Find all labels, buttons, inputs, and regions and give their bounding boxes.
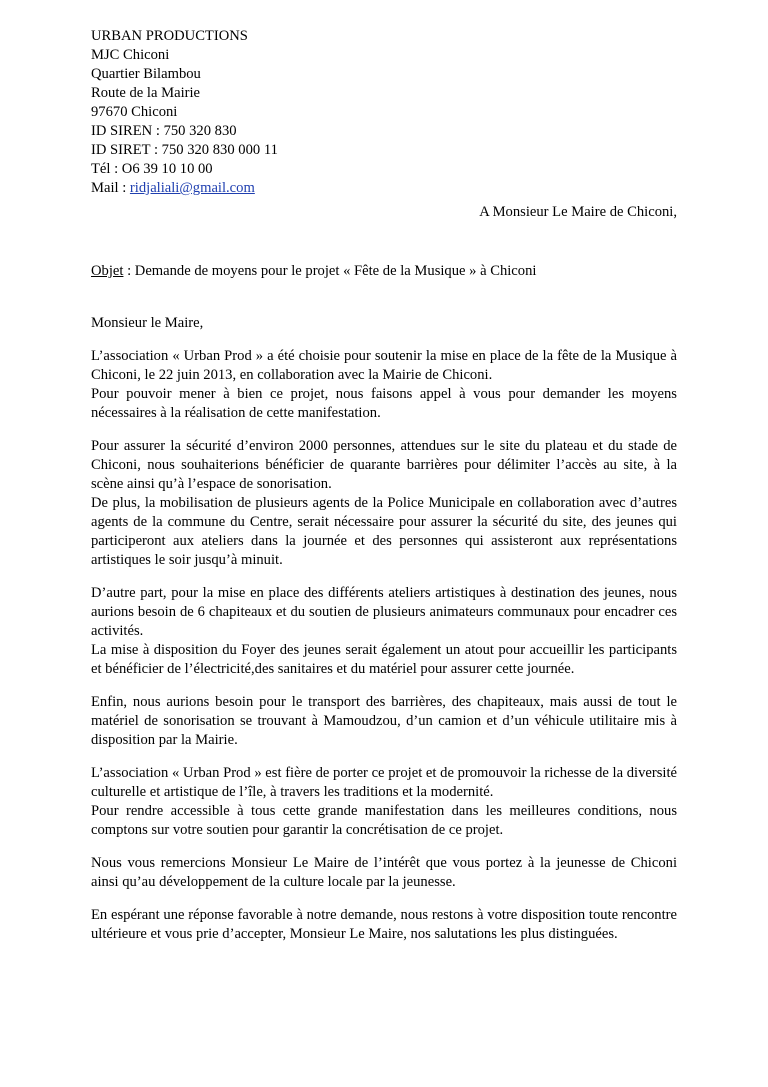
sender-line: Tél : O6 39 10 10 00 [91, 161, 213, 177]
paragraph-block [91, 854, 677, 892]
paragraph-block [91, 347, 677, 423]
paragraph: L’association « Urban Prod » a été choisie pour soutenir la mise en place de la fête de la Musique à Chiconi, le 22 juin 2013, en collaboration avec la Mairie de Chiconi. [91, 348, 677, 383]
subject-label: Objet [91, 263, 124, 279]
paragraph: De plus, la mobilisation de plusieurs agents de la Police Municipale en collaboration avec d’autres agents de la commune du Centre, serait nécessaire pour assurer la sécurité du site, des jeunes qui participeront aux ateliers dans la journée et des personnes qui assisteront aux représentations artistiques le soir jusqu’à minuit. [91, 495, 677, 568]
paragraph: Enfin, nous aurions besoin pour le transport des barrières, des chapiteaux, mais aussi de tout le matériel de sonorisation se trouvant à Mamoudzou, d’un camion et d’un véhicule utilitaire mis à disposition par la Mairie. [91, 694, 677, 748]
paragraph: Pour rendre accessible à tous cette grande manifestation dans les meilleures conditions, nous comptons sur votre soutien pour garantir la concrétisation de ce projet. [91, 803, 677, 838]
sender-address-block [91, 27, 278, 198]
subject-line [91, 262, 536, 281]
paragraph-block [91, 764, 677, 840]
subject-text: : Demande de moyens pour le projet « Fête de la Musique » à Chiconi [123, 263, 537, 279]
paragraph-block [91, 906, 677, 944]
letter-body [91, 314, 677, 958]
paragraph: La mise à disposition du Foyer des jeunes serait également un atout pour accueillir les participants et bénéficier de l’électricité,des sanitaires et du matériel pour assurer cette journée. [91, 642, 677, 677]
paragraph: Pour assurer la sécurité d’environ 2000 personnes, attendues sur le site du plateau et du stade de Chiconi, nous souhaiterions bénéficier de quarante barrières pour délimiter l’accès au site, à la scène ainsi qu’à l’espace de sonorisation. [91, 438, 677, 492]
paragraph: L’association « Urban Prod » est fière de porter ce projet et de promouvoir la richesse de la diversité culturelle et artistique de l’île, à travers les traditions et la modernité. [91, 765, 677, 800]
paragraph-block [91, 693, 677, 750]
sender-line: Quartier Bilambou [91, 66, 201, 82]
sender-line: MJC Chiconi [91, 47, 170, 63]
recipient-line: A Monsieur Le Maire de Chiconi, [479, 204, 677, 220]
paragraph-block [91, 584, 677, 679]
paragraph: Nous vous remercions Monsieur Le Maire de l’intérêt que vous portez à la jeunesse de Chiconi ainsi qu’au développement de la culture locale par la jeunesse. [91, 855, 677, 890]
sender-line: ID SIREN : 750 320 830 [91, 123, 237, 139]
sender-mail-line [91, 179, 278, 198]
paragraph: En espérant une réponse favorable à notre demande, nous restons à votre disposition toute rencontre ultérieure et vous prie d’accepter, Monsieur Le Maire, nos salutations les plus distinguées. [91, 907, 677, 942]
mail-label: Mail : [91, 180, 130, 196]
paragraph-block [91, 437, 677, 570]
sender-line: Route de la Mairie [91, 85, 201, 101]
paragraph: D’autre part, pour la mise en place des différents ateliers artistiques à destination des jeunes, nous aurions besoin de 6 chapiteaux et du soutien de plusieurs animateurs communaux pour encadrer ces activités. [91, 585, 677, 639]
sender-line: ID SIRET : 750 320 830 000 11 [91, 142, 278, 158]
email-link[interactable]: ridjaliali@gmail.com [129, 180, 255, 196]
sender-line: 97670 Chiconi [91, 104, 178, 120]
sender-line: URBAN PRODUCTIONS [91, 28, 248, 44]
salutation: Monsieur le Maire, [91, 315, 204, 331]
paragraph: Pour pouvoir mener à bien ce projet, nous faisons appel à vous pour demander les moyens nécessaires à la réalisation de cette manifestation. [91, 386, 677, 421]
